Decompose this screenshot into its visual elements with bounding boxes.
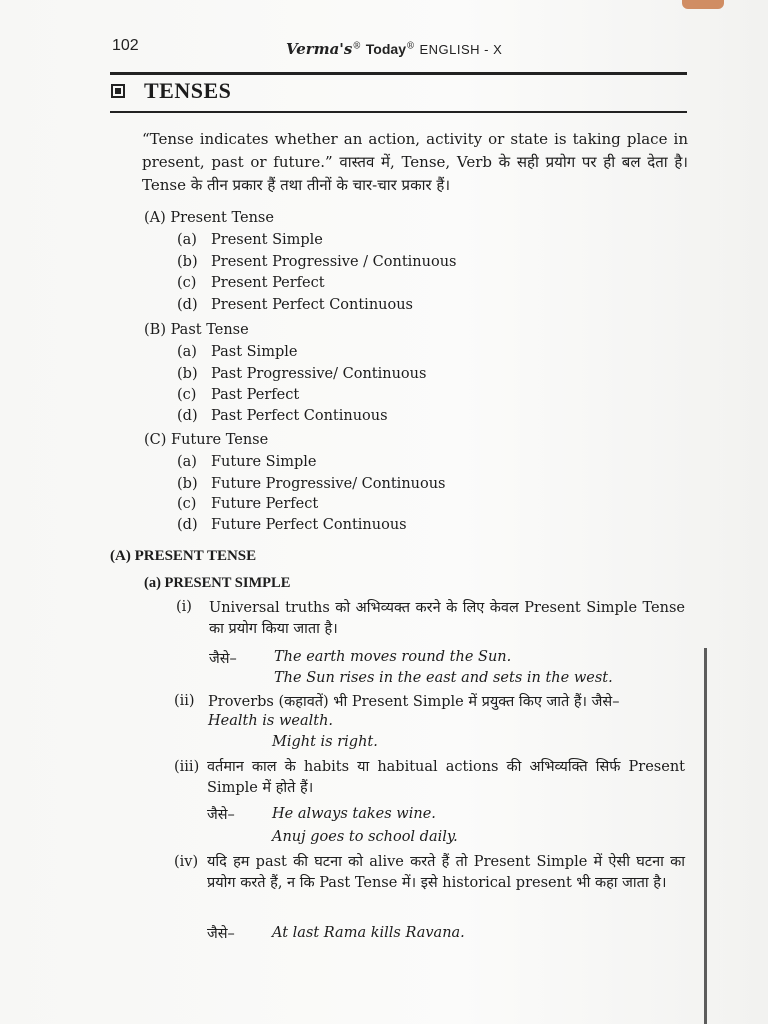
list-item: (a) Future Simple <box>177 454 317 470</box>
examples-label: जैसे– <box>207 807 235 823</box>
corner-mark <box>682 0 724 9</box>
example-sentence: Health is wealth. <box>208 713 334 729</box>
list-item: (c) Future Perfect <box>177 496 319 512</box>
example-sentence: He always takes wine. <box>272 806 436 822</box>
page-number: 102 <box>112 37 139 54</box>
category-heading: (A) Present Tense <box>144 210 274 226</box>
example-sentence: The Sun rises in the east and sets in the west. <box>274 670 613 686</box>
list-item: (c) Present Perfect <box>177 275 325 291</box>
list-item: (a) Past Simple <box>177 344 298 360</box>
examples-label: जैसे– <box>207 926 235 942</box>
rule-text: Universal truths को अभिव्यक्त करने के लिए केवल Present Simple Tense का प्रयोग किया जाता है। <box>209 600 685 637</box>
list-item: (b) Past Progressive/ Continuous <box>177 366 427 382</box>
list-item: (d) Present Perfect Continuous <box>177 297 414 313</box>
example-sentence: At last Rama kills Ravana. <box>272 925 465 941</box>
header-rule <box>110 72 687 75</box>
subsection-heading: (a) PRESENT SIMPLE <box>144 575 291 591</box>
rule-marker: (ii) <box>174 693 195 709</box>
rule-text: यदि हम past की घटना को alive करते हैं तो Present Simple में ऐसी घटना का प्रयोग करते हैं, न कि Past Tense में। इसे historical present भी कहा जाता है। <box>207 854 685 891</box>
example-sentence: Anuj goes to school daily. <box>272 829 458 845</box>
example-sentence: The earth moves round the Sun. <box>274 649 512 665</box>
example-sentence: Might is right. <box>272 734 378 750</box>
list-item: (b) Present Progressive / Continuous <box>177 254 457 270</box>
list-item: (b) Future Progressive/ Continuous <box>177 476 446 492</box>
rule-marker: (iv) <box>174 854 199 870</box>
section-rule <box>110 111 687 113</box>
section-title: TENSES <box>144 78 232 103</box>
brand-today: Today <box>365 41 406 57</box>
examples-label: जैसे– <box>209 651 237 667</box>
subject-title: ENGLISH - X <box>419 42 503 57</box>
list-item: (a) Present Simple <box>177 232 323 248</box>
rule-marker: (i) <box>176 599 192 615</box>
section-square-icon <box>111 84 125 98</box>
registered-mark: ® <box>406 41 415 52</box>
rule-marker: (iii) <box>174 759 200 775</box>
section-heading: (A) PRESENT TENSE <box>110 548 257 564</box>
registered-mark: ® <box>352 41 362 52</box>
list-item: (c) Past Perfect <box>177 387 300 403</box>
page-edge-shadow <box>704 648 707 1024</box>
category-heading: (B) Past Tense <box>144 322 249 338</box>
rule-text: वर्तमान काल के habits या habitual actions की अभिव्यक्ति सिर्फ Present Simple में होते हैं। <box>207 759 685 796</box>
list-item: (d) Future Perfect Continuous <box>177 517 407 533</box>
intro-paragraph: “Tense indicates whether an action, activity or state is taking place in present, past or future.” वास्तव में, Tense, Verb के सही प्रयोग पर ही बल देता है। Tense के तीन प्रकार हैं तथा तीनों के चार-चार प्रकार हैं। <box>142 130 688 194</box>
category-heading: (C) Future Tense <box>144 432 269 448</box>
brand-name: Verma's <box>286 40 353 58</box>
running-header <box>286 40 502 58</box>
rule-text: Proverbs (कहावतें) भी Present Simple में प्रयुक्त किए जाते हैं। जैसे– <box>208 694 620 710</box>
list-item: (d) Past Perfect Continuous <box>177 408 388 424</box>
